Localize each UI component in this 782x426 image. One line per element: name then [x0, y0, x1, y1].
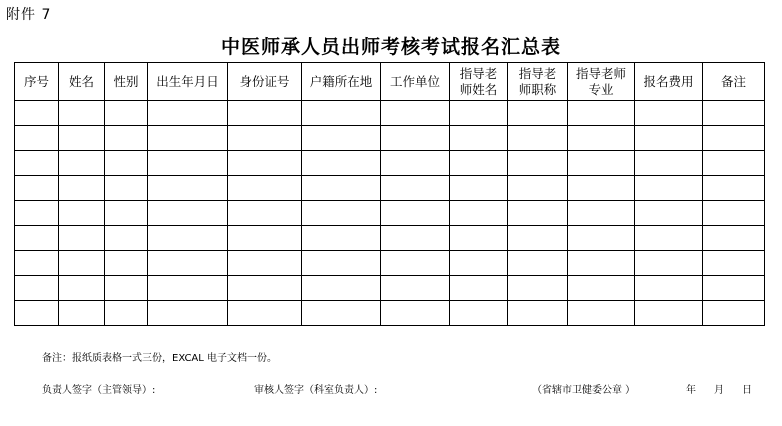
table-cell[interactable] — [635, 176, 703, 201]
table-cell[interactable] — [15, 226, 59, 251]
table-cell[interactable] — [15, 201, 59, 226]
table-cell[interactable] — [59, 276, 105, 301]
table-cell[interactable] — [508, 251, 568, 276]
table-cell[interactable] — [15, 101, 59, 126]
column-header — [228, 63, 302, 101]
table-cell[interactable] — [508, 151, 568, 176]
column-header-text: 指导老 — [518, 65, 557, 81]
table-cell[interactable] — [568, 201, 635, 226]
table-row — [15, 251, 765, 276]
table-cell[interactable] — [450, 251, 508, 276]
table-row — [15, 101, 765, 126]
table-cell[interactable] — [381, 101, 450, 126]
column-header-text: 师职称 — [518, 81, 557, 97]
table-cell[interactable] — [568, 251, 635, 276]
table-cell[interactable] — [105, 226, 148, 251]
column-header-text: 工作单位 — [389, 73, 440, 89]
table-cell[interactable] — [635, 251, 703, 276]
table-cell[interactable] — [15, 276, 59, 301]
table-header-row — [15, 63, 765, 101]
table-row — [15, 301, 765, 326]
table-cell[interactable] — [508, 226, 568, 251]
table-cell[interactable] — [228, 276, 302, 301]
table-cell[interactable] — [105, 201, 148, 226]
column-header-text: 指导老师 — [575, 65, 626, 81]
column-header-text: 专业 — [588, 81, 614, 97]
table-row — [15, 201, 765, 226]
table-cell[interactable] — [508, 126, 568, 151]
table-cell[interactable] — [105, 251, 148, 276]
table-cell[interactable] — [105, 151, 148, 176]
table-cell[interactable] — [508, 176, 568, 201]
column-header — [15, 63, 59, 101]
table-cell[interactable] — [381, 151, 450, 176]
column-header — [105, 63, 148, 101]
column-header — [635, 63, 703, 101]
table-cell[interactable] — [635, 201, 703, 226]
table-cell[interactable] — [635, 226, 703, 251]
table-cell[interactable] — [703, 176, 765, 201]
column-header — [450, 63, 508, 101]
table-cell[interactable] — [59, 301, 105, 326]
table-cell[interactable] — [302, 251, 381, 276]
table-cell[interactable] — [302, 276, 381, 301]
table-cell[interactable] — [105, 176, 148, 201]
table-cell[interactable] — [15, 176, 59, 201]
table-cell[interactable] — [450, 226, 508, 251]
table-cell[interactable] — [302, 201, 381, 226]
table-cell[interactable] — [228, 151, 302, 176]
table-cell[interactable] — [228, 176, 302, 201]
table-cell[interactable] — [228, 301, 302, 326]
table-cell[interactable] — [568, 301, 635, 326]
table-cell[interactable] — [228, 126, 302, 151]
table-cell[interactable] — [302, 226, 381, 251]
table-row — [15, 151, 765, 176]
table-cell[interactable] — [508, 276, 568, 301]
table-cell[interactable] — [302, 126, 381, 151]
table-cell[interactable] — [568, 101, 635, 126]
table-cell[interactable] — [228, 226, 302, 251]
table-cell[interactable] — [105, 301, 148, 326]
table-cell[interactable] — [635, 101, 703, 126]
table-cell[interactable] — [15, 301, 59, 326]
table-cell[interactable] — [59, 251, 105, 276]
reviewer-signature-label: 审核人签字（科室负责人）: — [254, 385, 378, 396]
column-header — [381, 63, 450, 101]
table-cell[interactable] — [148, 226, 228, 251]
table-row — [15, 276, 765, 301]
attachment-label: 附件 7 — [6, 7, 52, 23]
table-cell[interactable] — [302, 176, 381, 201]
date-year-label: 年 — [686, 385, 696, 396]
column-header-text: 备注 — [720, 73, 746, 89]
table-cell[interactable] — [508, 201, 568, 226]
table-cell[interactable] — [450, 276, 508, 301]
responsible-signature-label: 负责人签字（主管领导）: — [42, 385, 156, 396]
table-cell[interactable] — [59, 226, 105, 251]
table-cell[interactable] — [568, 126, 635, 151]
column-header-text: 身份证号 — [239, 73, 290, 89]
table-cell[interactable] — [568, 151, 635, 176]
table-cell[interactable] — [381, 201, 450, 226]
table-cell[interactable] — [381, 301, 450, 326]
table-cell[interactable] — [703, 126, 765, 151]
table-cell[interactable] — [450, 301, 508, 326]
column-header — [302, 63, 381, 101]
table-cell[interactable] — [568, 176, 635, 201]
table-cell[interactable] — [59, 101, 105, 126]
table-cell[interactable] — [15, 151, 59, 176]
table-cell[interactable] — [635, 301, 703, 326]
table-body — [15, 101, 765, 326]
table-cell[interactable] — [450, 126, 508, 151]
table-cell[interactable] — [228, 101, 302, 126]
table-cell[interactable] — [148, 276, 228, 301]
table-cell[interactable] — [228, 251, 302, 276]
table-cell[interactable] — [703, 301, 765, 326]
table-cell[interactable] — [15, 126, 59, 151]
table-row — [15, 126, 765, 151]
table-cell[interactable] — [59, 201, 105, 226]
column-header-text: 指导老 — [459, 65, 498, 81]
table-cell[interactable] — [15, 251, 59, 276]
column-header — [703, 63, 765, 101]
table-cell[interactable] — [148, 176, 228, 201]
table-cell[interactable] — [381, 226, 450, 251]
column-header-text: 序号 — [23, 73, 49, 89]
table-cell[interactable] — [302, 101, 381, 126]
column-header-text: 户籍所在地 — [309, 73, 373, 89]
table-cell[interactable] — [148, 251, 228, 276]
table-cell[interactable] — [703, 201, 765, 226]
table-cell[interactable] — [148, 126, 228, 151]
table-cell[interactable] — [381, 126, 450, 151]
table-cell[interactable] — [105, 101, 148, 126]
table-cell[interactable] — [450, 176, 508, 201]
date-day-label: 日 — [742, 385, 752, 396]
seal-label: （省辖市卫健委公章 ） — [532, 385, 636, 396]
table-cell[interactable] — [450, 101, 508, 126]
table-cell[interactable] — [703, 101, 765, 126]
table-cell[interactable] — [105, 126, 148, 151]
table-cell[interactable] — [381, 251, 450, 276]
table-cell[interactable] — [148, 101, 228, 126]
table-cell[interactable] — [703, 226, 765, 251]
table-cell[interactable] — [703, 151, 765, 176]
table-cell[interactable] — [703, 251, 765, 276]
table-cell[interactable] — [59, 151, 105, 176]
table-cell[interactable] — [148, 201, 228, 226]
column-header-text: 师姓名 — [459, 81, 498, 97]
table-cell[interactable] — [508, 301, 568, 326]
date-month-label: 月 — [714, 385, 724, 396]
table-cell[interactable] — [148, 301, 228, 326]
summary-table — [14, 62, 765, 326]
table-cell[interactable] — [635, 276, 703, 301]
table-cell[interactable] — [450, 151, 508, 176]
column-header-text: 报名费用 — [643, 73, 694, 89]
table-row — [15, 226, 765, 251]
table-cell[interactable] — [703, 276, 765, 301]
table-cell[interactable] — [635, 126, 703, 151]
table-cell[interactable] — [59, 126, 105, 151]
column-header — [59, 63, 105, 101]
table-cell[interactable] — [148, 151, 228, 176]
table-cell[interactable] — [635, 151, 703, 176]
table-row — [15, 176, 765, 201]
table-cell[interactable] — [59, 176, 105, 201]
table-cell[interactable] — [568, 226, 635, 251]
column-header — [508, 63, 568, 101]
column-header — [148, 63, 228, 101]
column-header — [568, 63, 635, 101]
table-cell[interactable] — [105, 276, 148, 301]
table-cell[interactable] — [568, 276, 635, 301]
column-header-text: 性别 — [113, 73, 139, 89]
table-cell[interactable] — [450, 201, 508, 226]
table-cell[interactable] — [381, 176, 450, 201]
column-header-text: 出生年月日 — [156, 73, 219, 89]
table-cell[interactable] — [302, 301, 381, 326]
form-title: 中医师承人员出师考核考试报名汇总表 — [220, 36, 561, 58]
footer-note: 备注：报纸质表格一式三份，EXCAL 电子文档一份。 — [42, 353, 278, 364]
column-header-text: 姓名 — [68, 73, 94, 89]
table-cell[interactable] — [302, 151, 381, 176]
table-cell[interactable] — [228, 201, 302, 226]
table-cell[interactable] — [381, 276, 450, 301]
table-cell[interactable] — [508, 101, 568, 126]
